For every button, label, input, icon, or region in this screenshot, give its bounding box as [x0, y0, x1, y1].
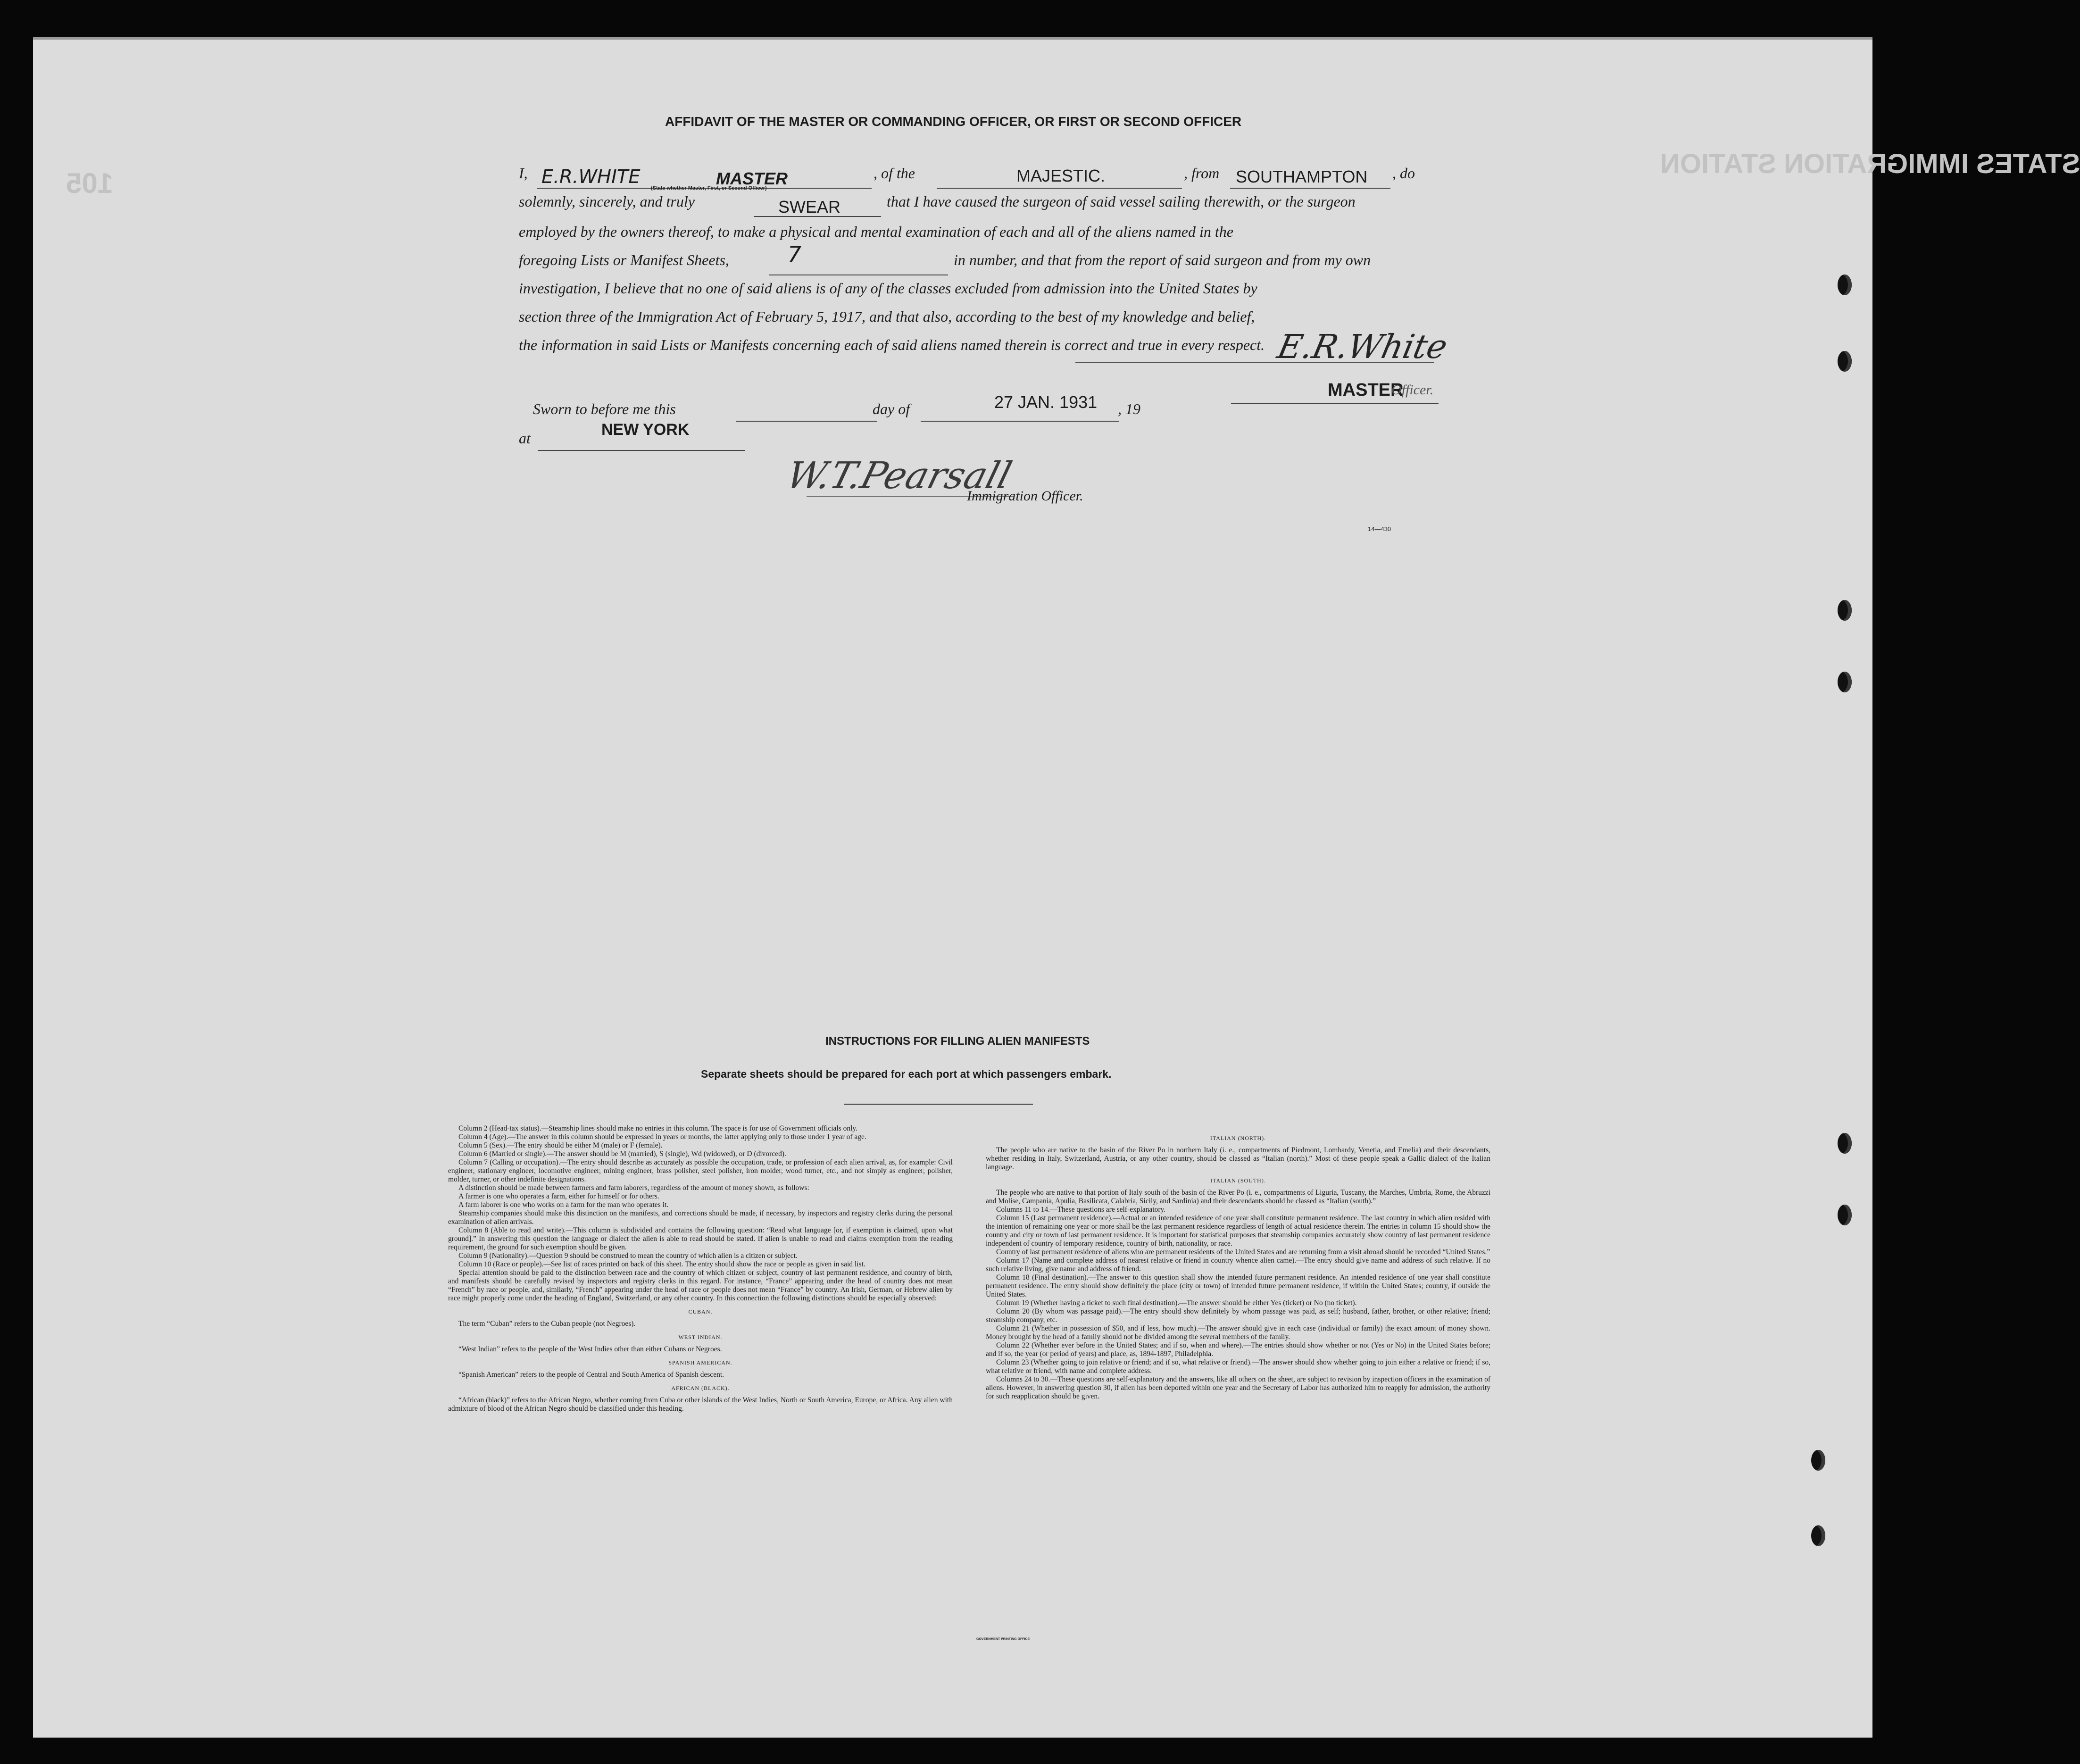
- manifest-sheet: [33, 37, 2080, 1738]
- instruction-paragraph: Column 2 (Head-tax status).—Steamship lines should make no entries in this column. The space is for use of Government officials only.: [458, 1124, 858, 1132]
- instruction-paragraph: Columns 11 to 14.—These questions are self-explanatory.: [996, 1206, 1166, 1214]
- affidavit-line-7: the information in said Lists or Manifests concerning each of said aliens named therein is correct and true in every respect.: [519, 336, 1265, 353]
- rank-hint: (State whether Master, First, or Second Officer): [651, 185, 767, 191]
- binder-hole: [1838, 1205, 1852, 1225]
- binder-hole: [1838, 600, 1852, 621]
- instruction-paragraph: Column 21 (Whether in possession of $50, and if less, how much).—The answer should give in each case (individual or family) the exact amount of money shown. Money brought by the head of a family should not be divided among the several members of the family.: [986, 1324, 1490, 1341]
- printer-imprint: GOVERNMENT PRINTING OFFICE: [976, 1638, 1030, 1641]
- instruction-paragraph: Country of last permanent residence of aliens who are permanent residents of the United States and are returning from a visit abroad should be recorded “United States.”: [996, 1248, 1490, 1256]
- binder-hole: [1838, 1133, 1852, 1154]
- instruction-paragraph: Columns 24 to 30.—These questions are self-explanatory and the answers, like all others on the sheet, are subject to revision by inspection officers in the examination of aliens. However, in answering question 30, if alien has been deported within one year and the Secretary of Labor has authorized him to reapply for admission, the authority for such reapplication should be given.: [986, 1375, 1490, 1400]
- affidavit-line-5: investigation, I believe that no one of said aliens is of any of the classes excluded from admission into the United States by: [519, 280, 1257, 297]
- instruction-paragraph: Special attention should be paid to the distinction between race and the country of which citizen or subject, country of last permanent residence, and country of birth, and manifests should be carefully revised by inspectors and registry clerks in this regard. For instance, “France” appearing under the head of country does not mean “French” by race or people, and, similarly, “French” appearing under the head of race or people does not mean “France” by country. An Irish, German, or Hebrew alien by race might properly come under the heading of England, Switzerland, or any other country. In this connection the following distinctions should be especially observed:: [448, 1269, 953, 1302]
- form-code: 14—430: [1368, 525, 1391, 533]
- instructions-right-column: [986, 1129, 1490, 1401]
- instructions-subtitle: Separate sheets should be prepared for each port at which passengers embark.: [701, 1068, 1112, 1080]
- binder-hole: [1838, 351, 1852, 372]
- instruction-paragraph: Column 20 (By whom was passage paid).—The entry should show definitely by whom passage was paid, as self; husband, father, brother, or other relative; friend; steamship company, etc.: [986, 1307, 1490, 1324]
- instruction-paragraph: The people who are native to the basin of the River Po in northern Italy (i. e., compartments of Piedmont, Lombardy, Venetia, and Emelia) and their descendants, whether residing in Italy, Switzerland, Austria, or any other country, should be classed as “Italian (north).” Most of these people speak a Gallic dialect of the Italian language.: [986, 1146, 1490, 1171]
- instruction-heading: WEST INDIAN.: [678, 1334, 723, 1340]
- binder-hole: [1838, 672, 1852, 692]
- instruction-paragraph: Column 10 (Race or people).—See list of races printed on back of this sheet. The entry should show the race or people as given in said list.: [458, 1260, 865, 1268]
- instruction-heading: ITALIAN (NORTH).: [1210, 1135, 1266, 1141]
- binder-hole: [1838, 275, 1852, 295]
- vessel-name: MAJESTIC.: [1016, 166, 1106, 185]
- from-label: , from: [1184, 165, 1220, 182]
- instruction-paragraph: A farm laborer is one who works on a farm for the man who operates it.: [458, 1201, 669, 1209]
- instruction-paragraph: Column 17 (Name and complete address of nearest relative or friend in country whence alien came).—The entry should give name and address of such relative. If no such relative living, give name and address of friend.: [986, 1256, 1490, 1273]
- instruction-paragraph: Column 6 (Married or single).—The answer should be M (married), S (single), Wd (widowed), or D (divorced).: [458, 1150, 786, 1158]
- ghost-page-number: 105: [66, 167, 114, 199]
- officer-signature: W.T.Pearsall: [782, 455, 1016, 497]
- year-prefix: , 19: [1118, 400, 1140, 417]
- instruction-paragraph: Column 9 (Nationality).—Question 9 should be construed to mean the country of which alien is a citizen or subject.: [458, 1252, 798, 1260]
- instruction-heading: SPANISH AMERICAN.: [668, 1359, 732, 1366]
- instruction-paragraph: The people who are native to that portion of Italy south of the basin of the River Po (i. e., compartments of Liguria, Tuscany, the Marches, Umbria, Rome, the Abruzzi and Molise, Campania, Apulia, Basilicata, Calabria, Sicily, and Sardinia) and their descendants should be classed as “Italian (south).”: [986, 1189, 1490, 1205]
- do-label: , do: [1392, 165, 1415, 182]
- instruction-paragraph: “West Indian” refers to the people of the West Indies other than either Cubans or Negroes.: [458, 1345, 722, 1353]
- title-line: [1231, 402, 1439, 404]
- instruction-paragraph: Column 22 (Whether ever before in the United States; and if so, when and where).—The entries should show whether or not (Yes or No) in the United States before; and if so, the year (or period of years) and place, as, 1894-1897, Philadelphia.: [986, 1341, 1490, 1358]
- port-name: SOUTHAMPTON: [1236, 167, 1368, 186]
- instruction-paragraph: Column 18 (Final destination).—The answer to this question shall show the intended future permanent residence. An intended residence of one year shall constitute permanent residence. The entry should show definitely the place (city or town) of intended future permanent residence, if within the United States; country, if outside the United States.: [986, 1273, 1490, 1298]
- sworn-date: 27 JAN. 1931: [994, 392, 1098, 412]
- instruction-heading: CUBAN.: [688, 1308, 713, 1315]
- oath-word: SWEAR: [778, 197, 841, 216]
- instruction-paragraph: A farmer is one who operates a farm, either for himself or for others.: [458, 1192, 659, 1200]
- instruction-paragraph: Column 5 (Sex).—The entry should be either M (male) or F (female).: [458, 1141, 663, 1149]
- day-of-label: day of: [873, 400, 910, 417]
- place-line: [538, 449, 745, 451]
- of-the-label: , of the: [874, 165, 915, 182]
- instruction-heading: ITALIAN (SOUTH).: [1210, 1177, 1266, 1184]
- affidavit-line-2: that I have caused the surgeon of said vessel sailing therewith, or the surgeon: [887, 193, 1356, 210]
- instruction-paragraph: “African (black)” refers to the African Negro, whether coming from Cuba or other islands of the West Indies, North or South America, Europe, or Africa. Any alien with admixture of blood of the African Negro should be classified under this heading.: [448, 1396, 953, 1413]
- instructions-title: INSTRUCTIONS FOR FILLING ALIEN MANIFESTS: [825, 1035, 1090, 1048]
- instruction-paragraph: Column 23 (Whether going to join relative or friend; and if so, what relative or friend).—The answer should show whether going to join either a relative or friend; if so, what relative or friend, with name and complete address.: [986, 1358, 1490, 1375]
- officer-rank: MASTER: [716, 169, 788, 188]
- instruction-paragraph: Steamship companies should make this distinction on the manifests, and corrections should be made, if necessary, by inspectors and registry clerks during the personal examination of alien arrivals.: [448, 1209, 953, 1226]
- affidavit-line-6: section three of the Immigration Act of February 5, 1917, and that also, according to the best of my knowledge and belief,: [519, 308, 1255, 325]
- master-signature: E.R.White: [1274, 327, 1451, 366]
- pronoun-i: I,: [519, 165, 528, 182]
- affidavit-line-4-end: in number, and that from the report of said surgeon and from my own: [954, 251, 1371, 268]
- instruction-paragraph: “Spanish American” refers to the people of Central and South America of Spanish descent.: [458, 1371, 724, 1379]
- instruction-paragraph: The term “Cuban” refers to the Cuban people (not Negroes).: [458, 1320, 636, 1328]
- instruction-paragraph: Column 8 (Able to read and write).—This column is subdivided and contains the following question: “Read what language [or, if exemption is claimed, upon what ground].” In answering this question the language or dialect the alien is able to read should be stated. If alien is unable to read and claims exemption from the reading requirement, the ground for such exemption should be given.: [448, 1226, 953, 1251]
- master-name: E.R.WHITE: [541, 166, 641, 188]
- instruction-paragraph: Column 19 (Whether having a ticket to such final destination).—The answer should be either Yes (ticket) or No (no ticket).: [996, 1299, 1357, 1307]
- instruction-heading: AFRICAN (BLACK).: [671, 1385, 730, 1391]
- instructions-divider: [844, 1104, 1033, 1105]
- instruction-paragraph: Column 4 (Age).—The answer in this column should be expressed in years or months, the latter applying only to those under 1 year of age.: [458, 1133, 866, 1141]
- instruction-paragraph: Column 15 (Last permanent residence).—Actual or an intended residence of one year shall constitute permanent residence. The last country in which alien resided with the intention of remaining one year or more shall be the last permanent residence regardless of length of actual residence therein. The entries in column 15 should show the country and city or town of last permanent residence. It is important for statistical purposes that steamship companies accurately show country of last permanent residence independent of country of temporary residence, country of birth, nationality, or race.: [986, 1214, 1490, 1248]
- officer-suffix: Officer.: [1391, 382, 1434, 398]
- affidavit-line-4-start: foregoing Lists or Manifest Sheets,: [519, 251, 729, 268]
- instruction-paragraph: Column 7 (Calling or occupation).—The entry should describe as accurately as possible the occupation, trade, or profession of each alien arrival, as, for example: Civil engineer, stationary engineer, locomotive engineer, mining engineer, brass polisher, steel polisher, iron molder, wood turner, etc., and not simply as engineer, polisher, molder, turner, or other indefinite designations.: [448, 1158, 953, 1183]
- date-line: [921, 420, 1119, 422]
- solemnly-text: solemnly, sincerely, and truly: [519, 193, 695, 210]
- sworn-label: Sworn to before me this: [533, 400, 676, 417]
- affidavit-title: AFFIDAVIT OF THE MASTER OR COMMANDING OFFICER, OR FIRST OR SECOND OFFICER: [665, 114, 1242, 129]
- sheet-count: 7: [788, 241, 802, 267]
- sworn-day-line: [736, 420, 877, 422]
- affidavit-line-3: employed by the owners thereof, to make a physical and mental examination of each and all of the aliens named in the: [519, 223, 1233, 240]
- officer-label: Immigration Officer.: [967, 488, 1083, 504]
- binder-hole: [1811, 1525, 1825, 1546]
- instructions-left-column: [448, 1124, 953, 1413]
- ghost-heading: STATES IMMIGRATION STATION: [1660, 149, 2080, 179]
- sworn-place: NEW YORK: [601, 421, 690, 439]
- instruction-paragraph: A distinction should be made between farmers and farm laborers, regardless of the amount of money shown, as follows:: [458, 1184, 809, 1192]
- binder-hole: [1811, 1450, 1825, 1471]
- signer-title: MASTER: [1328, 380, 1404, 400]
- at-label: at: [519, 430, 531, 447]
